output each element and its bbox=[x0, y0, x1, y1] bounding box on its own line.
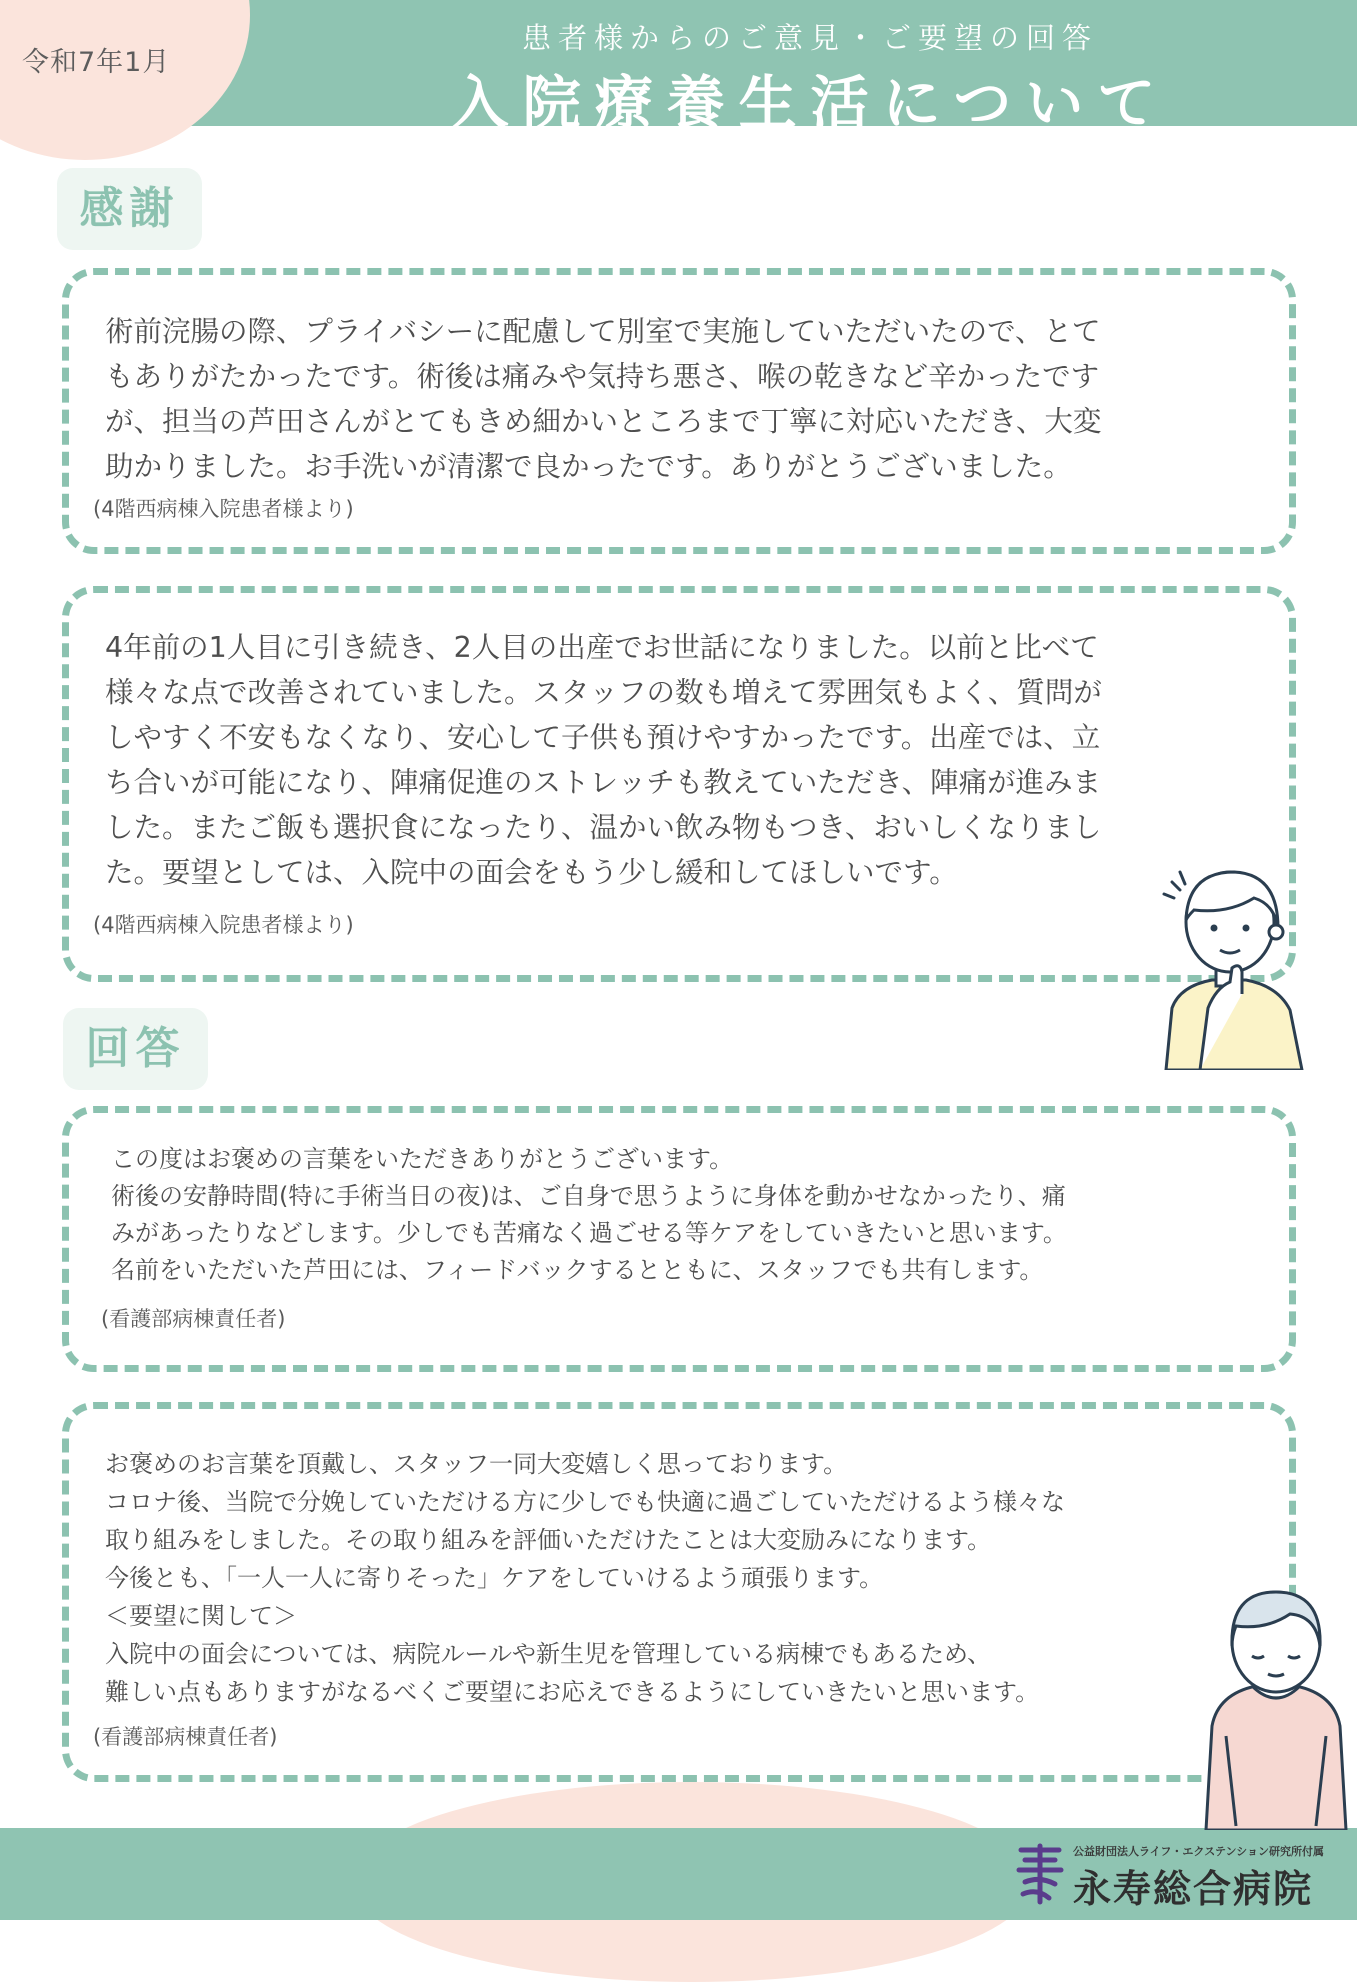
answer-card-2 bbox=[62, 1402, 1296, 1782]
comment-card-2 bbox=[62, 586, 1296, 982]
text-line: 助かりました。お手洗いが清潔で良かったです。ありがとうございました。 bbox=[105, 450, 1072, 483]
text-line: みがあったりなどします。少しでも苦痛なく過ごせる等ケアをしていきたいと思います。 bbox=[111, 1219, 1067, 1247]
thinking-woman-illustration bbox=[1150, 858, 1320, 1070]
comment-source-2: (4階西病棟入院患者様より) bbox=[93, 913, 354, 937]
text-line: た。要望としては、入院中の面会をもう少し緩和してほしいです。 bbox=[105, 856, 958, 889]
answer-source-2: (看護部病棟責任者) bbox=[93, 1725, 278, 1749]
text-line: 名前をいただいた芦田には、フィードバックするとともに、スタッフでも共有します。 bbox=[111, 1256, 1044, 1284]
section-label-thanks: 感謝 bbox=[57, 168, 202, 250]
date-badge bbox=[0, 0, 250, 160]
comment-card-1 bbox=[62, 268, 1296, 554]
text-line: 取り組みをしました。その取り組みを評価いただけたことは大変励みになります。 bbox=[105, 1526, 992, 1554]
text-line: お褒めのお言葉を頂戴し、スタッフ一同大変嬉しく思っております。 bbox=[105, 1450, 848, 1478]
text-line: ＜要望に関して＞ bbox=[105, 1602, 297, 1630]
text-line: しやすく不安もなくなり、安心して子供も預けやすかったです。出産では、立 bbox=[105, 721, 1101, 754]
comment-text-1 bbox=[105, 309, 1101, 489]
text-line: 様々な点で改善されていました。スタッフの数も増えて雰囲気もよく、質問が bbox=[105, 676, 1102, 709]
text-line: 術前浣腸の際、プライバシーに配慮して別室で実施していただいたので、とて bbox=[105, 315, 1101, 348]
text-line: 術後の安静時間(特に手術当日の夜)は、ご自身で思うように身体を動かせなかったり、痛 bbox=[111, 1182, 1066, 1210]
answer-text-2 bbox=[105, 1445, 1065, 1711]
hospital-logo-icon bbox=[1015, 1842, 1065, 1906]
text-line: 今後とも、「一人一人に寄りそった」ケアをしていけるよう頑張ります。 bbox=[105, 1564, 884, 1592]
organization-name: 永寿総合病院 bbox=[1073, 1867, 1314, 1911]
page-subtitle: 患者様からのご意見・ご要望の回答 bbox=[521, 21, 1098, 55]
comment-text-2 bbox=[105, 625, 1102, 895]
answer-source-1: (看護部病棟責任者) bbox=[101, 1307, 286, 1331]
bowing-nurse-illustration bbox=[1196, 1586, 1356, 1830]
text-line: ち合いが可能になり、陣痛促進のストレッチも教えていただき、陣痛が進みま bbox=[105, 766, 1102, 799]
text-line: した。またご飯も選択食になったり、温かい飲み物もつき、おいしくなりまし bbox=[105, 811, 1102, 844]
text-line: この度はお褒めの言葉をいただきありがとうございます。 bbox=[111, 1145, 734, 1173]
comment-source-1: (4階西病棟入院患者様より) bbox=[93, 497, 354, 521]
text-line: 難しい点もありますがなるべくご要望にお応えできるようにしていきたいと思います。 bbox=[105, 1678, 1040, 1706]
text-line: 4年前の1人目に引き続き、2人目の出産でお世話になりました。以前と比べて bbox=[105, 631, 1099, 664]
text-line: コロナ後、当院で分娩していただける方に少しでも快適に過ごしていただけるよう様々な bbox=[105, 1488, 1065, 1516]
organization-subtitle: 公益財団法人ライフ・エクステンション研究所付属 bbox=[1073, 1845, 1324, 1858]
section-label-answer: 回答 bbox=[63, 1008, 208, 1090]
text-line: が、担当の芦田さんがとてもきめ細かいところまで丁寧に対応いただき、大変 bbox=[105, 405, 1102, 438]
answer-text-1 bbox=[111, 1141, 1067, 1289]
page-title: 入院療養生活について bbox=[450, 69, 1170, 137]
answer-card-1 bbox=[62, 1106, 1296, 1372]
text-line: もありがたかったです。術後は痛みや気持ち悪さ、喉の乾きなど辛かったです bbox=[105, 360, 1100, 393]
date-label: 令和7年1月 bbox=[22, 47, 171, 78]
text-line: 入院中の面会については、病院ルールや新生児を管理している病棟でもあるため、 bbox=[105, 1640, 992, 1668]
